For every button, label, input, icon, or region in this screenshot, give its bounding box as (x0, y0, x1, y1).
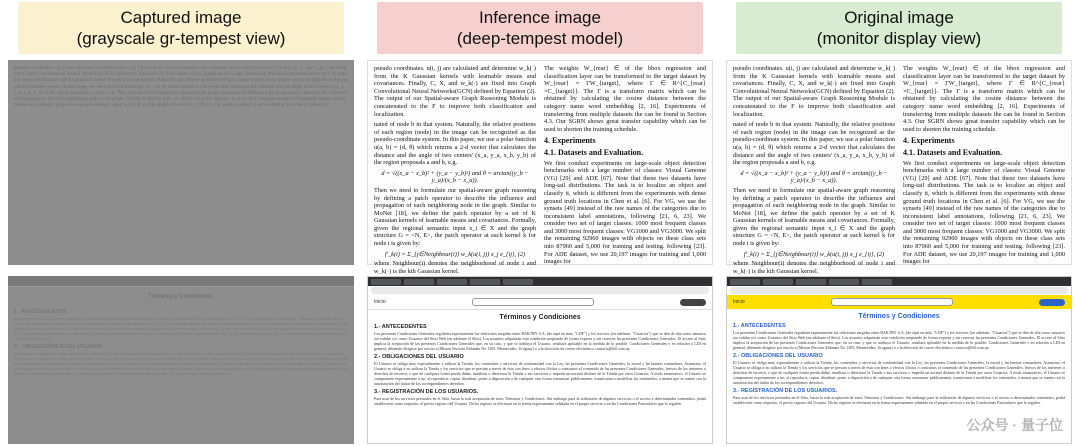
captured-paper-panel (8, 60, 354, 265)
subsection-heading: 4.1. Datasets and Evaluation. (544, 147, 644, 157)
original-web-panel (726, 276, 1072, 444)
captured-page-title: Términos y Condiciones (148, 294, 213, 300)
section-2-heading: 2.- OBLIGACIONES DEL USUARIO (733, 353, 823, 359)
header-button[interactable] (1039, 299, 1065, 306)
section-1-text: Los presentes Condiciones Generales regularán expresamente las relaciones surgidas entre BAKTRY S.A. (de aquí en más, "LDF") y los terceros (en adelante, "Usuarios") que se den de alta como usuarios sin validar y/o como Usuarios del Sitio Web (en adelante el Sitio). Los usuarios adquirirán esta condición aceptando de forma expresa y sin reservas las presentes Condiciones Generales. El acceso al Sitio implica la aceptación de las presentes Condiciones Generales que, en su caso, y que se atribuya el Usuario, resultará aplicable en la medida de lo posible. Condiciones Generales v en relación a LDI en general, debiendo dirigirse por escrito a (Mision Ferreira Aldunate No 1305, Montevideo, Uruguay) o a la dirección de correo electrónico contacto@ldf.com.uy (374, 331, 706, 351)
browser-tab[interactable] (730, 279, 760, 285)
nav-home-link[interactable]: Inicio (374, 299, 386, 305)
column-original (726, 0, 1072, 447)
address-bar[interactable] (371, 287, 709, 294)
column-title-line2: (grayscale gr-tempest view) (76, 29, 286, 48)
captured-paper-noise: pseudo coordinates. u(i, j) are calculated and determine w_k( ) from the K Gaussian kernels with learnable means and covariances. Finally, C, X, and w_k(·) are fixed into Graph Convolutional Neural Networks(GCN) defined by Equation (2). The output of our Spatial-aware Graph Reasoning Module is concatenated to the F to improve both classification and localization. nated of node b in that system. Naturally, the relative positions of each region (node) in the image can be recognized as the pseudo-coordinate system. In this paper, we use a polar function u(a, b) = (d, θ) which returns a 2-d vector that calculates the distance and the angle of two centers' (x_a, y_a, x_b, y_b) of the region proposals a and b, e.g. Then we need to formulate our spatial-aware graph reasoning by defining a patch operator to describe the influence and propagation of each neighboring node in the graph. Similar to MoNet [18], we define the patch operator by a set of K Gaussian kernels of learnable means and covariances. Formally, given the regional semantic input x_i ∈ X and the graph structure G = <N, E>, the patch operator at each kernel k for node i is given by: (14, 66, 348, 109)
original-paper-panel (726, 60, 1072, 275)
column-inference (367, 0, 713, 447)
section-2-text: El Usuario se obliga muy especialmente a utilizar la Tienda, los contenidos y servicios de conformidad con la Ley, las presentes Condiciones Generales, la moral y las buenas costumbres. Asimismo, el Usuario se obliga a no utilizar la Tienda y los servicios que se prestan a través de ésta con fines o efectos ilícitos o contrarios al contenido de las presentes Condiciones Generales, lesivos de los intereses o derechos de terceros, o que de cualquier forma pueda dañar, inutilizar o deteriorar la Tienda o sus servicios o impedir un normal disfrute de la Tienda por otros Usuarios. A título enunciativo, el Usuario se compromete expresamente a no: a) reproducir, copiar, distribuir, poner a disposición o de cualquier otra forma comunicar públicamente, transformar o modificar los contenidos, a menos que se cuente con la autorización del titular de los correspondientes derechos. (733, 360, 1065, 385)
nav-home-link[interactable]: Inicio (733, 299, 745, 305)
section-1-heading: 1.- ANTECEDENTES (374, 324, 427, 330)
section-heading: 4. Experiments (903, 136, 955, 146)
browser-tab[interactable] (829, 279, 859, 285)
watermark: 公众号 · 量子位 (966, 417, 1063, 433)
column-title-line2: (deep-tempest model) (456, 29, 624, 48)
column-title (18, 2, 344, 54)
column-title (377, 2, 703, 54)
paper-left-column: pseudo coordinates. u(i, j) are calculated and determine w_k( ) from the K Gaussian kernels with learnable means and covariances. Finally, C, X, and w_k(·) are fixed into Graph Convolutional Neural Networks(GCN) defined by Equation (2). The output of our Spatial-aware Graph Reasoning Module is concatenated to the F to improve both classification and localization. nated of node b in that system. Naturally, the relative positions of each region (node) in the image can be recognized as the pseudo-coordinate system. In this paper, we use a polar function u(a, b) = (d, θ) which returns a 2-d vector that calculates the distance and the angle of two centers' (x_a, y_a, x_b, y_b) of the region proposals a and b, e.g. d = √((x_a − x_b)² + (y_a − y_b)²) and θ = arctan((y_b − y_a)/(x_b − x_a)). Then we need to formulate our spatial-aware graph reasoning by defining a patch operator to describe the influence and propagation of each neighboring node in the graph. Similar to MoNet [18], we define the patch operator by a set of K Gaussian kernels of learnable means and covariances. Formally, given the regional semantic input x_i ∈ X and the graph structure G = <N, E>, the patch operator at each kernel k for node i is given by: f'_k(i) = Σ_{j∈Neighbour(i)} w_k(u(i, j)) x_j e_{ij}, (2) where Neighbour(i) denotes the neighborhood of node i and w_k(·) is the kth Gaussian kernel. (733, 65, 895, 275)
paper-left-column: pseudo coordinates. u(i, j) are calculated and determine w_k( ) from the K Gaussian kernels with learnable means and covariances. Finally, C, X, and w_k(·) are fixed into Graph Convolutional Neural Networks(GCN) defined by Equation (2). The output of our Spatial-aware Graph Reasoning Module is concatenated to the F to improve both classification and localization. nated of node b in that system. Naturally, the relative positions of each region (node) in the image can be recognized as the pseudo-coordinate system. In this paper, we use a polar function u(a, b) = (d, θ) which returns a 2-d vector that calculates the distance and the angle of two centers' (x_a, y_a, x_b, y_b) of the region proposals a and b, e.g. d = √((x_a − x_b)² + (y_a − y_b)²) and θ = arctan((y_b − y_a)/(x_b − x_a)). Then we need to formulate our spatial-aware graph reasoning by defining a patch operator to describe the influence and propagation of each neighboring node in the graph. Similar to MoNet [18], we define the patch operator by a set of K Gaussian kernels of learnable means and covariances. Formally, given the regional semantic input x_i ∈ X and the graph structure G = <N, E>, the patch operator at each kernel k for node i is given by: f'_k(i) = Σ_{j∈Neighbour(i)} w_k(u(i, j)) x_j e_{ij}, (2) where Neighbour(i) denotes the neighborhood of node i and w_k(·) is the kth Gaussian kernel. (374, 65, 536, 275)
captured-section-1-text: Los presentes Condiciones Generales regularán expresamente las relaciones surgidas entre BAKTRY S.A. (de aquí en más, "LDF") y los terceros (en adelante, "Usuarios") que se den de alta como usuarios sin validar y/o como Usuarios del Sitio Web (en adelante el Sitio). Los usuarios adquirirán esta condición aceptando de forma expresa y sin reservas las presentes Condiciones Generales. El acceso al Sitio implica la aceptación de las presentes Condiciones Generales que, en su caso, y que se atribuya el Usuario, resultará aplicable en la medida de lo posible. Condiciones Generales v en relación a LDI en general, debiendo dirigirse por escrito a (Mision Ferreira Aldunate No 1305, Montevideo, Uruguay) o a la dirección de correo electrónico contacto@ldf.com.uy (14, 316, 348, 341)
address-bar[interactable] (730, 287, 1068, 294)
header-button[interactable] (680, 299, 706, 306)
browser-tab[interactable] (763, 279, 793, 285)
captured-section-2-text: El Usuario se obliga muy especialmente a utilizar la Tienda, los contenidos y servicios de conformidad con la Ley, las presentes Condiciones Generales, la moral y las buenas costumbres. Asimismo, el Usuario se obliga a no utilizar la Tienda y los servicios que se prestan a través de ésta con fines o efectos ilícitos o contrarios al contenido de las presentes Condiciones Generales, lesivos de los intereses o derechos de terceros, o que de cualquier forma pueda dañar, inutilizar o deteriorar la Tienda o sus servicios o impedir un normal disfrute de la Tienda por otros Usuarios. A título enunciativo, el Usuario se compromete expresamente a no: a) reproducir, copiar, distribuir, poner a disposición o de cualquier otra forma comunicar públicamente, transformar o modificar los contenidos, a menos que se cuente con la autorización del titular de los correspondientes derechos. (14, 351, 348, 376)
paper-right-column: The weights W_{rear} ∈ of the bbox regression and classification layer can be transformed to the target dataset by W_{rear} = ΓW_{target}, where Γ ∈ R^{C_{rear}×C_{target}}. The Γ is a transform matrix which can be obtained by calculating the cosine distance between the category name word embedding [2, 16]. Experiments of transferring from multiple datasets the can be found in Section 4.3. Our SGRN shows great transfer capability which can be used to shorten the training schedule. 4. Experiments 4.1. Datasets and Evaluation. We first conduct experiments on large-scale object detection benchmarks with a large number of classes: Visual Genome (VG) [29] and ADE [67]. Note that these two datasets have long-tail distributions. The task is to localize an object and classify it, which is different from the experiments with dense ground truth locations in Chen et al. [6]. For VG, we use the synsets [49] instead of the raw names of the categories due to inconsistent label annotations, following [21, 6, 23]. We consider two set of target classes: 1000 most frequent classes and 3000 most frequent classes: VG1000 and VG3000. We split the remaining 92960 images with objects on these class sets into 87960 and 5,000 for training and testing. following [23]. For ADE dataset, we use 20,197 images for training and 1,000 images for (544, 65, 706, 266)
browser-tab[interactable] (862, 279, 892, 285)
browser-tab[interactable] (371, 279, 401, 285)
section-2-heading: 2.- OBLIGACIONES DEL USUARIO (374, 354, 464, 360)
browser-tab[interactable] (796, 279, 826, 285)
section-1-text: Los presentes Condiciones Generales regularán expresamente las relaciones surgidas entre BAKTRY S.A. (de aquí en más, "LDF") y los terceros (en adelante, "Usuarios") que se den de alta como usuarios sin validar y/o como Usuarios del Sitio Web (en adelante el Sitio). Los usuarios adquirirán esta condición aceptando de forma expresa y sin reservas las presentes Condiciones Generales. El acceso al Sitio implica la aceptación de las presentes Condiciones Generales que, en su caso, y que se atribuya el Usuario, resultará aplicable en la medida de lo posible. Condiciones Generales v en relación a LDI en general, debiendo dirigirse por escrito a (Mision Ferreira Aldunate No 1305, Montevideo, Uruguay) o a la dirección de correo electrónico contacto@ldf.com.uy (733, 330, 1065, 350)
section-3-heading: 3.- REGISTRACIÓN DE LOS USUARIOS. (374, 389, 479, 395)
column-title-line2: (monitor display view) (816, 29, 982, 48)
page-title: Términos y Condiciones (499, 314, 581, 321)
search-input[interactable] (472, 298, 594, 306)
section-2-text: El Usuario se obliga muy especialmente a utilizar la Tienda, los contenidos y servicios de conformidad con la Ley, las presentes Condiciones Generales, la moral y las buenas costumbres. Asimismo, el Usuario se obliga a no utilizar la Tienda y los servicios que se prestan a través de ésta con fines o efectos ilícitos o contrarios al contenido de las presentes Condiciones Generales, lesivos de los intereses o derechos de terceros, o que de cualquier forma pueda dañar, inutilizar o deteriorar la Tienda o sus servicios o impedir un normal disfrute de la Tienda por otros Usuarios. A título enunciativo, el Usuario se compromete expresamente a no: a) reproducir, copiar, distribuir, poner a disposición o de cualquier otra forma comunicar públicamente, transformar o modificar los contenidos, a menos que se cuente con la autorización del titular de los correspondientes derechos. (374, 361, 706, 386)
browser-tab[interactable] (503, 279, 533, 285)
section-3-heading: 3.- REGISTRACIÓN DE LOS USUARIOS. (733, 388, 838, 394)
column-title-line1: Inference image (479, 8, 601, 27)
section-3-text: Para usar de los servicios prestados en el Sitio, basta la sola aceptación de estos Términos y Condiciones. Sin embargo para la utilización de algunos servicios o el acceso a determinados contenidos, podrá establecerse como requisito, el previo registro del Usuario. Dicho registro se efectuará en la forma expresamente señalada en el propio servicio o en las Condiciones Particulares que lo regulen. (374, 396, 706, 406)
column-title-line1: Captured image (120, 8, 242, 27)
captured-section-1: 1.- ANTECEDENTES (14, 309, 67, 315)
section-heading: 4. Experiments (544, 136, 596, 146)
column-title-line1: Original image (844, 8, 954, 27)
search-input[interactable] (831, 298, 953, 306)
site-header (727, 295, 1071, 309)
column-title (736, 2, 1062, 54)
browser-tab[interactable] (404, 279, 434, 285)
captured-section-2: 2.- OBLIGACIONES DEL USUARIO (14, 344, 103, 350)
browser-tab[interactable] (437, 279, 467, 285)
browser-tabs (727, 277, 1071, 286)
inference-web-panel (367, 276, 713, 444)
section-3-text: Para usar de los servicios prestados en el Sitio, basta la sola aceptación de estos Términos y Condiciones. Sin embargo para la utilización de algunos servicios o el acceso a determinados contenidos, podrá establecerse como requisito, el previo registro del Usuario. Dicho registro se efectuará en la forma expresamente señalada en el propio servicio o en las Condiciones Particulares que lo regulen. (733, 395, 1065, 405)
captured-browser-bar (8, 276, 354, 287)
section-1-heading: 1.- ANTECEDENTES (733, 323, 786, 329)
captured-web-panel (8, 276, 354, 444)
inference-paper-panel (367, 60, 713, 275)
column-captured (8, 0, 354, 447)
paper-right-column: The weights W_{rear} ∈ of the bbox regression and classification layer can be transformed to the target dataset by W_{rear} = ΓW_{target}, where Γ ∈ R^{C_{rear}×C_{target}}. The Γ is a transform matrix which can be obtained by calculating the cosine distance between the category name word embedding [2, 16]. Experiments of transferring from multiple datasets the can be found in Section 4.3. Our SGRN shows great transfer capability which can be used to shorten the training schedule. 4. Experiments 4.1. Datasets and Evaluation. We first conduct experiments on large-scale object detection benchmarks with a large number of classes: Visual Genome (VG) [29] and ADE [67]. Note that these two datasets have long-tail distributions. The task is to localize an object and classify it, which is different from the experiments with dense ground truth locations in Chen et al. [6]. For VG, we use the synsets [49] instead of the raw names of the categories due to inconsistent label annotations, following [21, 6, 23]. We consider two set of target classes: 1000 most frequent classes and 3000 most frequent classes: VG1000 and VG3000. We split the remaining 92960 images with objects on these class sets into 87960 and 5,000 for training and testing. following [23]. For ADE dataset, we use 20,197 images for training and 1,000 images for (903, 65, 1065, 266)
browser-tab[interactable] (470, 279, 500, 285)
page-title: Términos y Condiciones (858, 313, 940, 320)
browser-tabs (368, 277, 712, 286)
subsection-heading: 4.1. Datasets and Evaluation. (903, 147, 1003, 157)
site-header (368, 295, 712, 310)
